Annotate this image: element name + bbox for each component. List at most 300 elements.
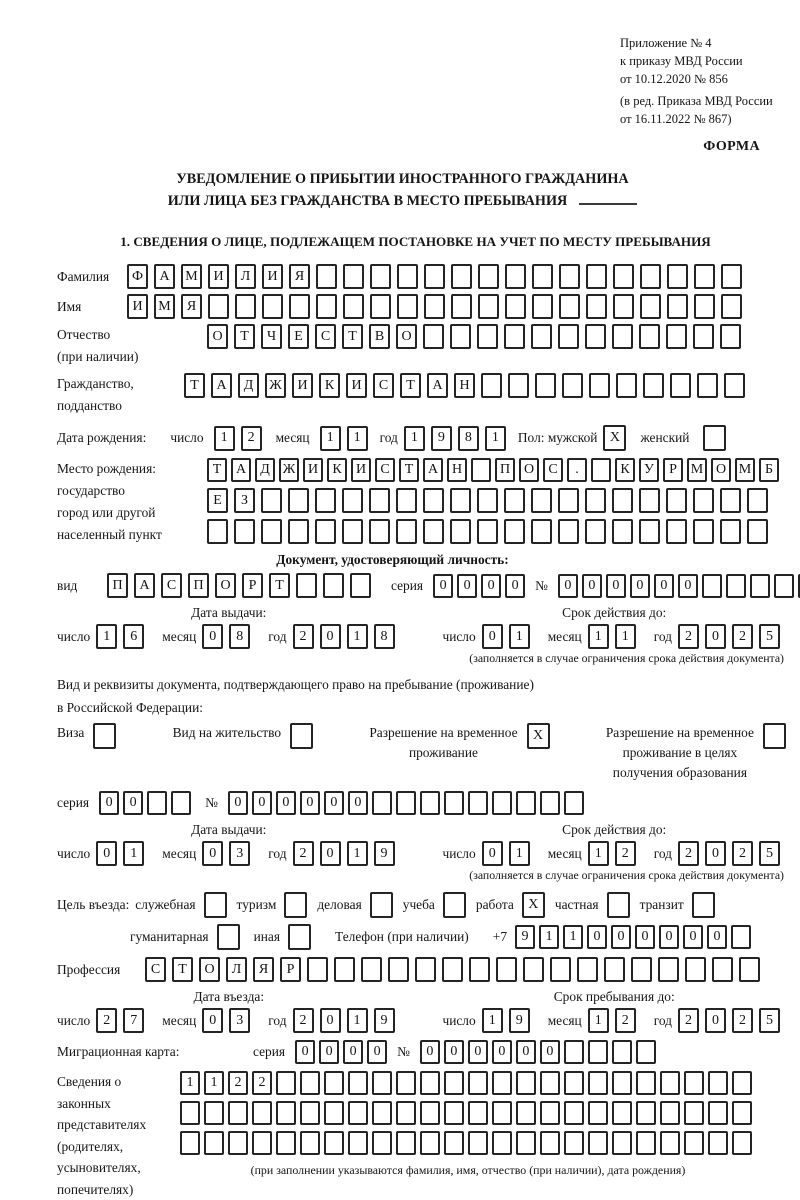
char-cell[interactable]: 0 (202, 624, 223, 649)
char-cell[interactable]: А (211, 373, 232, 398)
char-cell[interactable]: М (735, 458, 755, 482)
char-cell[interactable]: 3 (229, 841, 250, 866)
char-cell[interactable] (612, 324, 633, 349)
char-cell[interactable]: 1 (563, 925, 583, 949)
char-cell[interactable] (342, 488, 363, 513)
char-cell[interactable] (750, 574, 770, 598)
temp-permit-checkbox[interactable]: X (527, 723, 550, 749)
char-cell[interactable]: 0 (324, 791, 344, 815)
resdoc-issue-year-cells[interactable] (293, 841, 401, 866)
char-cell[interactable]: 8 (374, 624, 395, 649)
sex-female-checkbox[interactable] (703, 425, 726, 451)
sex-male-checkbox[interactable]: X (603, 425, 626, 451)
char-cell[interactable] (296, 573, 317, 598)
char-cell[interactable]: 1 (180, 1071, 200, 1095)
char-cell[interactable] (492, 791, 512, 815)
char-cell[interactable] (316, 294, 337, 319)
char-cell[interactable] (702, 574, 722, 598)
char-cell[interactable] (747, 519, 768, 544)
char-cell[interactable]: 0 (482, 624, 503, 649)
char-cell[interactable]: 1 (320, 426, 341, 451)
char-cell[interactable]: 0 (654, 574, 674, 598)
char-cell[interactable]: 2 (615, 841, 636, 866)
char-cell[interactable]: 9 (374, 1008, 395, 1033)
char-cell[interactable]: П (107, 573, 128, 598)
char-cell[interactable] (586, 264, 607, 289)
char-cell[interactable] (372, 1071, 392, 1095)
char-cell[interactable] (180, 1131, 200, 1155)
char-cell[interactable]: 0 (630, 574, 650, 598)
char-cell[interactable]: 7 (123, 1008, 144, 1033)
char-cell[interactable]: 1 (404, 426, 425, 451)
char-cell[interactable] (396, 488, 417, 513)
char-cell[interactable]: И (303, 458, 323, 482)
char-cell[interactable] (348, 1101, 368, 1125)
char-cell[interactable] (535, 373, 556, 398)
char-cell[interactable] (334, 957, 355, 982)
char-cell[interactable]: 0 (320, 624, 341, 649)
residence-permit-checkbox[interactable] (290, 723, 313, 749)
char-cell[interactable]: Ж (279, 458, 299, 482)
char-cell[interactable] (415, 957, 436, 982)
char-cell[interactable] (694, 264, 715, 289)
char-cell[interactable]: 0 (202, 841, 223, 866)
char-cell[interactable]: 1 (615, 624, 636, 649)
char-cell[interactable]: А (134, 573, 155, 598)
char-cell[interactable]: 0 (606, 574, 626, 598)
char-cell[interactable]: 0 (457, 574, 477, 598)
char-cell[interactable] (235, 294, 256, 319)
char-cell[interactable] (424, 264, 445, 289)
char-cell[interactable] (693, 488, 714, 513)
char-cell[interactable]: Р (663, 458, 683, 482)
char-cell[interactable] (720, 324, 741, 349)
char-cell[interactable] (361, 957, 382, 982)
char-cell[interactable] (562, 373, 583, 398)
char-cell[interactable]: 0 (252, 791, 272, 815)
char-cell[interactable]: О (519, 458, 539, 482)
char-cell[interactable] (670, 373, 691, 398)
char-cell[interactable] (613, 294, 634, 319)
char-cell[interactable]: 0 (705, 1008, 726, 1033)
phone-cells[interactable] (515, 925, 755, 949)
doc-series-cells[interactable] (433, 574, 529, 598)
char-cell[interactable] (708, 1101, 728, 1125)
char-cell[interactable] (604, 957, 625, 982)
char-cell[interactable] (616, 373, 637, 398)
char-cell[interactable]: 1 (204, 1071, 224, 1095)
char-cell[interactable]: В (369, 324, 390, 349)
char-cell[interactable] (585, 324, 606, 349)
stay-until-month-cells[interactable] (588, 1008, 642, 1033)
char-cell[interactable] (477, 488, 498, 513)
char-cell[interactable] (684, 1071, 704, 1095)
char-cell[interactable] (684, 1131, 704, 1155)
char-cell[interactable]: 1 (347, 841, 368, 866)
char-cell[interactable] (324, 1101, 344, 1125)
char-cell[interactable] (276, 1101, 296, 1125)
char-cell[interactable] (720, 488, 741, 513)
char-cell[interactable] (471, 458, 491, 482)
purpose-transit-checkbox[interactable] (692, 892, 715, 918)
char-cell[interactable]: 0 (587, 925, 607, 949)
char-cell[interactable]: С (315, 324, 336, 349)
char-cell[interactable] (666, 519, 687, 544)
char-cell[interactable] (660, 1071, 680, 1095)
char-cell[interactable]: С (373, 373, 394, 398)
char-cell[interactable]: 0 (96, 841, 117, 866)
char-cell[interactable] (262, 294, 283, 319)
char-cell[interactable]: М (154, 294, 175, 319)
char-cell[interactable]: С (543, 458, 563, 482)
visa-checkbox[interactable] (93, 723, 116, 749)
doc-issue-month-cells[interactable] (202, 624, 256, 649)
char-cell[interactable]: 8 (458, 426, 479, 451)
char-cell[interactable]: 1 (588, 1008, 609, 1033)
char-cell[interactable] (288, 488, 309, 513)
char-cell[interactable] (343, 264, 364, 289)
char-cell[interactable]: 0 (705, 624, 726, 649)
char-cell[interactable] (639, 324, 660, 349)
char-cell[interactable]: 1 (509, 624, 530, 649)
char-cell[interactable]: М (687, 458, 707, 482)
char-cell[interactable] (559, 264, 580, 289)
birthplace-row3-cells[interactable] (207, 519, 783, 544)
surname-cells[interactable] (127, 264, 748, 289)
char-cell[interactable] (451, 294, 472, 319)
char-cell[interactable] (171, 791, 191, 815)
char-cell[interactable]: Е (207, 488, 228, 513)
char-cell[interactable] (492, 1101, 512, 1125)
char-cell[interactable] (516, 1101, 536, 1125)
char-cell[interactable] (444, 1131, 464, 1155)
doc-issue-day-cells[interactable] (96, 624, 150, 649)
char-cell[interactable] (180, 1101, 200, 1125)
char-cell[interactable] (261, 519, 282, 544)
char-cell[interactable] (315, 488, 336, 513)
char-cell[interactable]: Я (253, 957, 274, 982)
char-cell[interactable] (720, 519, 741, 544)
char-cell[interactable]: А (427, 373, 448, 398)
purpose-work-checkbox[interactable]: X (522, 892, 545, 918)
char-cell[interactable] (396, 1131, 416, 1155)
char-cell[interactable] (468, 791, 488, 815)
char-cell[interactable] (444, 1101, 464, 1125)
char-cell[interactable] (732, 1131, 752, 1155)
char-cell[interactable] (721, 294, 742, 319)
purpose-humanitarian-checkbox[interactable] (217, 924, 240, 950)
char-cell[interactable]: 5 (759, 841, 780, 866)
char-cell[interactable]: О (207, 324, 228, 349)
char-cell[interactable] (228, 1101, 248, 1125)
char-cell[interactable] (504, 488, 525, 513)
char-cell[interactable]: З (234, 488, 255, 513)
char-cell[interactable]: М (181, 264, 202, 289)
char-cell[interactable]: 2 (293, 1008, 314, 1033)
char-cell[interactable] (577, 957, 598, 982)
char-cell[interactable]: О (396, 324, 417, 349)
birth-year-cells[interactable] (404, 426, 512, 451)
char-cell[interactable] (516, 1071, 536, 1095)
char-cell[interactable]: Т (172, 957, 193, 982)
char-cell[interactable]: 0 (348, 791, 368, 815)
char-cell[interactable] (423, 488, 444, 513)
char-cell[interactable]: С (375, 458, 395, 482)
char-cell[interactable] (585, 488, 606, 513)
char-cell[interactable] (667, 264, 688, 289)
char-cell[interactable]: 0 (635, 925, 655, 949)
char-cell[interactable]: Л (235, 264, 256, 289)
char-cell[interactable]: Т (234, 324, 255, 349)
char-cell[interactable] (712, 957, 733, 982)
char-cell[interactable]: 0 (482, 841, 503, 866)
char-cell[interactable]: К (327, 458, 347, 482)
char-cell[interactable]: И (351, 458, 371, 482)
char-cell[interactable] (423, 519, 444, 544)
char-cell[interactable] (316, 264, 337, 289)
char-cell[interactable] (315, 519, 336, 544)
char-cell[interactable] (516, 791, 536, 815)
char-cell[interactable]: П (495, 458, 515, 482)
char-cell[interactable] (612, 488, 633, 513)
char-cell[interactable] (721, 264, 742, 289)
char-cell[interactable] (478, 264, 499, 289)
char-cell[interactable] (636, 1131, 656, 1155)
char-cell[interactable] (397, 294, 418, 319)
char-cell[interactable] (612, 519, 633, 544)
char-cell[interactable] (586, 294, 607, 319)
char-cell[interactable]: О (711, 458, 731, 482)
char-cell[interactable] (348, 1131, 368, 1155)
char-cell[interactable] (612, 1131, 632, 1155)
char-cell[interactable] (693, 324, 714, 349)
entry-year-cells[interactable] (293, 1008, 401, 1033)
char-cell[interactable] (613, 264, 634, 289)
resdoc-valid-day-cells[interactable] (482, 841, 536, 866)
char-cell[interactable] (550, 957, 571, 982)
char-cell[interactable]: С (145, 957, 166, 982)
char-cell[interactable] (261, 488, 282, 513)
char-cell[interactable] (588, 1040, 608, 1064)
char-cell[interactable] (564, 791, 584, 815)
char-cell[interactable]: Ж (265, 373, 286, 398)
char-cell[interactable] (372, 791, 392, 815)
char-cell[interactable] (523, 957, 544, 982)
char-cell[interactable]: 0 (300, 791, 320, 815)
char-cell[interactable] (478, 294, 499, 319)
char-cell[interactable]: У (639, 458, 659, 482)
char-cell[interactable] (396, 791, 416, 815)
char-cell[interactable]: 5 (759, 624, 780, 649)
char-cell[interactable]: 8 (229, 624, 250, 649)
char-cell[interactable]: 0 (367, 1040, 387, 1064)
char-cell[interactable] (420, 1101, 440, 1125)
char-cell[interactable] (324, 1071, 344, 1095)
char-cell[interactable]: А (154, 264, 175, 289)
char-cell[interactable]: 0 (505, 574, 525, 598)
char-cell[interactable]: 0 (99, 791, 119, 815)
resdoc-issue-month-cells[interactable] (202, 841, 256, 866)
char-cell[interactable]: Т (207, 458, 227, 482)
doc-number-cells[interactable] (558, 574, 800, 598)
char-cell[interactable] (300, 1131, 320, 1155)
char-cell[interactable] (540, 1071, 560, 1095)
char-cell[interactable]: 0 (582, 574, 602, 598)
char-cell[interactable]: 2 (732, 1008, 753, 1033)
char-cell[interactable]: 0 (516, 1040, 536, 1064)
char-cell[interactable] (442, 957, 463, 982)
char-cell[interactable]: И (346, 373, 367, 398)
char-cell[interactable]: 1 (214, 426, 235, 451)
char-cell[interactable]: 2 (678, 841, 699, 866)
char-cell[interactable] (732, 1101, 752, 1125)
patronymic-cells[interactable] (207, 324, 747, 349)
char-cell[interactable] (307, 957, 328, 982)
char-cell[interactable]: 9 (374, 841, 395, 866)
char-cell[interactable] (508, 373, 529, 398)
char-cell[interactable] (424, 294, 445, 319)
char-cell[interactable] (397, 264, 418, 289)
purpose-business-checkbox[interactable] (370, 892, 393, 918)
char-cell[interactable] (451, 264, 472, 289)
char-cell[interactable]: 0 (678, 574, 698, 598)
char-cell[interactable] (477, 519, 498, 544)
char-cell[interactable] (276, 1071, 296, 1095)
char-cell[interactable]: 2 (96, 1008, 117, 1033)
char-cell[interactable]: 2 (732, 841, 753, 866)
char-cell[interactable] (505, 294, 526, 319)
char-cell[interactable] (666, 488, 687, 513)
char-cell[interactable] (388, 957, 409, 982)
char-cell[interactable] (588, 1071, 608, 1095)
doc-issue-year-cells[interactable] (293, 624, 401, 649)
char-cell[interactable]: 0 (123, 791, 143, 815)
firstname-cells[interactable] (127, 294, 748, 319)
char-cell[interactable] (589, 373, 610, 398)
char-cell[interactable]: 0 (433, 574, 453, 598)
char-cell[interactable] (697, 373, 718, 398)
char-cell[interactable] (612, 1040, 632, 1064)
resdoc-series-cells[interactable] (99, 791, 195, 815)
char-cell[interactable] (564, 1071, 584, 1095)
char-cell[interactable] (477, 324, 498, 349)
char-cell[interactable] (558, 488, 579, 513)
char-cell[interactable] (420, 791, 440, 815)
char-cell[interactable]: Н (447, 458, 467, 482)
char-cell[interactable]: 0 (320, 841, 341, 866)
char-cell[interactable] (747, 488, 768, 513)
char-cell[interactable]: К (319, 373, 340, 398)
char-cell[interactable] (612, 1071, 632, 1095)
char-cell[interactable]: 9 (515, 925, 535, 949)
birthplace-row1-cells[interactable] (207, 458, 783, 482)
stay-until-year-cells[interactable] (678, 1008, 786, 1033)
char-cell[interactable] (204, 1101, 224, 1125)
char-cell[interactable] (208, 294, 229, 319)
char-cell[interactable]: 2 (293, 624, 314, 649)
char-cell[interactable]: Т (342, 324, 363, 349)
char-cell[interactable]: Я (289, 264, 310, 289)
char-cell[interactable] (636, 1040, 656, 1064)
representatives-row2-cells[interactable] (180, 1101, 756, 1125)
char-cell[interactable]: 2 (293, 841, 314, 866)
char-cell[interactable]: А (231, 458, 251, 482)
char-cell[interactable] (372, 1131, 392, 1155)
char-cell[interactable] (612, 1101, 632, 1125)
purpose-official-checkbox[interactable] (204, 892, 227, 918)
char-cell[interactable]: И (262, 264, 283, 289)
char-cell[interactable]: 2 (732, 624, 753, 649)
char-cell[interactable]: 0 (343, 1040, 363, 1064)
char-cell[interactable] (540, 791, 560, 815)
char-cell[interactable]: 0 (444, 1040, 464, 1064)
char-cell[interactable]: 0 (202, 1008, 223, 1033)
char-cell[interactable]: 1 (482, 1008, 503, 1033)
char-cell[interactable]: 9 (431, 426, 452, 451)
char-cell[interactable] (739, 957, 760, 982)
char-cell[interactable] (396, 519, 417, 544)
char-cell[interactable]: Т (400, 373, 421, 398)
char-cell[interactable] (468, 1131, 488, 1155)
char-cell[interactable] (468, 1101, 488, 1125)
char-cell[interactable]: 0 (481, 574, 501, 598)
char-cell[interactable]: . (567, 458, 587, 482)
char-cell[interactable]: 0 (276, 791, 296, 815)
char-cell[interactable]: 1 (347, 1008, 368, 1033)
char-cell[interactable]: Д (255, 458, 275, 482)
char-cell[interactable] (300, 1101, 320, 1125)
char-cell[interactable] (350, 573, 371, 598)
char-cell[interactable]: К (615, 458, 635, 482)
char-cell[interactable]: 0 (683, 925, 703, 949)
char-cell[interactable] (396, 1071, 416, 1095)
char-cell[interactable] (531, 324, 552, 349)
char-cell[interactable]: 1 (347, 624, 368, 649)
char-cell[interactable] (420, 1131, 440, 1155)
resdoc-number-cells[interactable] (228, 791, 588, 815)
char-cell[interactable] (639, 488, 660, 513)
char-cell[interactable] (342, 519, 363, 544)
char-cell[interactable] (708, 1071, 728, 1095)
char-cell[interactable]: 1 (347, 426, 368, 451)
char-cell[interactable] (323, 573, 344, 598)
edu-permit-checkbox[interactable] (763, 723, 786, 749)
char-cell[interactable] (204, 1131, 224, 1155)
char-cell[interactable] (531, 488, 552, 513)
char-cell[interactable] (469, 957, 490, 982)
char-cell[interactable]: 0 (659, 925, 679, 949)
char-cell[interactable]: 1 (539, 925, 559, 949)
char-cell[interactable] (667, 294, 688, 319)
char-cell[interactable]: 2 (252, 1071, 272, 1095)
char-cell[interactable] (505, 264, 526, 289)
char-cell[interactable] (531, 519, 552, 544)
char-cell[interactable]: 0 (320, 1008, 341, 1033)
char-cell[interactable] (468, 1071, 488, 1095)
char-cell[interactable] (420, 1071, 440, 1095)
doc-valid-month-cells[interactable] (588, 624, 642, 649)
char-cell[interactable]: Б (759, 458, 779, 482)
stay-until-day-cells[interactable] (482, 1008, 536, 1033)
char-cell[interactable] (289, 294, 310, 319)
char-cell[interactable] (504, 519, 525, 544)
char-cell[interactable] (588, 1131, 608, 1155)
char-cell[interactable] (423, 324, 444, 349)
char-cell[interactable] (496, 957, 517, 982)
char-cell[interactable]: 3 (229, 1008, 250, 1033)
char-cell[interactable] (694, 294, 715, 319)
char-cell[interactable] (631, 957, 652, 982)
